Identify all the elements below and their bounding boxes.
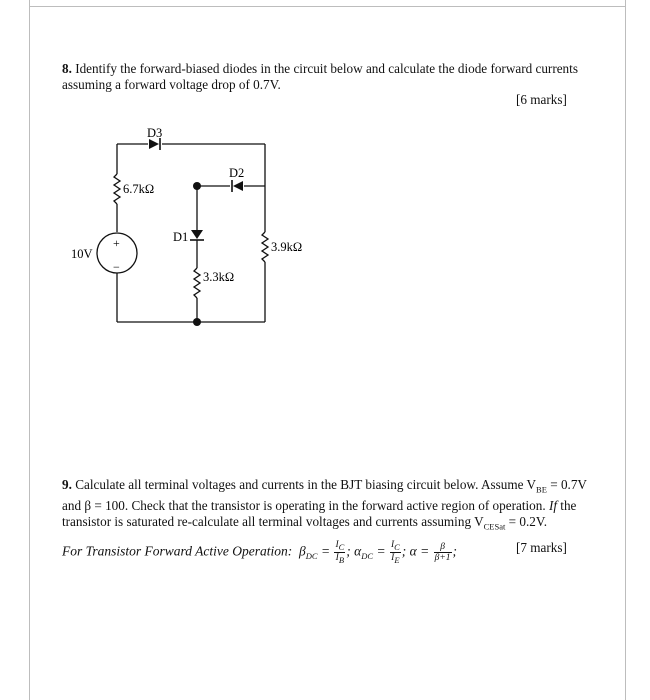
question-8-marks: [6 marks]: [516, 92, 567, 107]
formula-label: For Transistor Forward Active Operation:: [62, 543, 293, 559]
frac-ib-sub: B: [338, 554, 345, 565]
d3-label: D3: [147, 126, 163, 140]
resistor-r2: [194, 268, 200, 298]
resistor-r3: [262, 232, 268, 262]
frac-beta1-den: β+1: [434, 552, 451, 563]
question-9-text: [62, 477, 590, 535]
source-minus-sign: −: [113, 260, 120, 274]
question-8-body: Identify the forward-biased diodes in the circuit below and calculate the diode forward currents assuming a forward voltage drop of 0.7V.: [62, 61, 578, 92]
frac-ie-den: I: [391, 552, 395, 563]
vcesat-subscript: CESat: [483, 521, 506, 532]
alpha-fraction: [434, 542, 452, 563]
r1-label: 6.7kΩ: [123, 182, 155, 196]
question-9-body-4: = 0.2V.: [505, 513, 547, 529]
question-9-body-1: Calculate all terminal voltages and currents in the BJT biasing circuit below. Assume V: [75, 477, 537, 492]
bjt-formula-line: For Transistor Forward Active Operation: $\beta_{DC}$ = $\frac{I_C}{I_B}$ ; $\alpha_{DC}$ = $\frac{I_C}{I_E}$ ; α = $\frac{\beta}{\beta+1}$ ;: [62, 540, 458, 565]
frac-beta-num: β: [434, 542, 452, 553]
junction-node-top: [193, 182, 201, 190]
vbe-subscript: BE: [536, 484, 547, 495]
frac-ic-num: I: [335, 540, 339, 550]
beta-dc-subscript: DC: [305, 551, 318, 562]
alpha-dc-symbol: α: [354, 543, 362, 559]
question-9-marks: [7 marks]: [516, 540, 567, 555]
d1-label: D1: [173, 230, 189, 244]
diode-d1: [190, 230, 204, 240]
if-word: If: [548, 498, 557, 514]
beta-dc-symbol: β: [299, 543, 306, 559]
r3-label: 3.9kΩ: [271, 240, 303, 254]
question-9-body-2: = 0.7V and β = 100. Check that the transistor is operating in the forward active region of operation.: [62, 477, 587, 514]
r2-label: 3.3kΩ: [203, 270, 235, 284]
frac-ie-sub: E: [394, 554, 400, 565]
beta-dc-fraction: [334, 540, 345, 565]
source-plus-sign: +: [113, 236, 120, 250]
frac-ib-den: I: [335, 552, 339, 563]
question-9-body-3: the transistor is saturated re-calculate all terminal voltages and currents assuming V: [62, 498, 577, 529]
question-8-number: 8.: [62, 61, 72, 76]
frac-ic-sub-2: C: [394, 541, 400, 552]
junction-node-bottom: [193, 318, 201, 326]
frac-ic-sub: C: [338, 541, 345, 552]
resistor-r1: [114, 174, 120, 204]
alpha-dc-subscript: DC: [361, 551, 374, 562]
question-9-number: 9.: [62, 477, 72, 492]
diode-d2: [232, 180, 243, 192]
frac-ic-num-2: I: [390, 540, 395, 550]
d2-label: D2: [229, 166, 245, 180]
source-voltage-label: 10V: [71, 247, 93, 261]
alpha-dc-fraction: [390, 540, 401, 565]
alpha-symbol: α: [409, 543, 417, 559]
